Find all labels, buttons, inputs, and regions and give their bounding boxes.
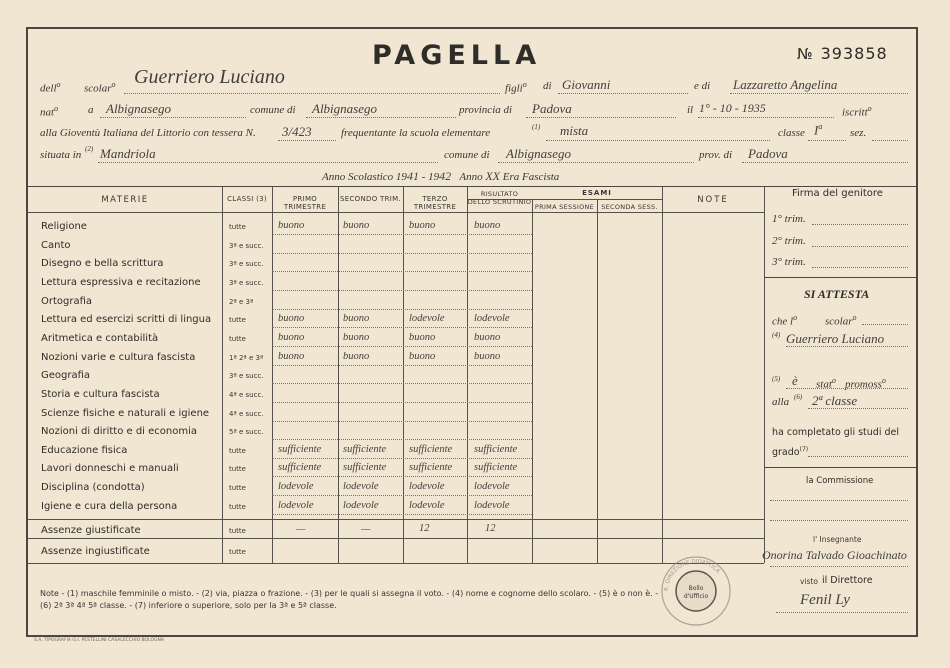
nato-label: nat$^o$ [40,104,59,119]
row-dotline [272,271,532,272]
footer-note-line-1: Note - (1) maschile femminile o misto. - (2) via, piazza o frazione. - (3) per le quali si assegna il voto. - (4) nome e cognome dello scolaro. - (5) è o non è. - [40,589,659,598]
classe-value: $I^a$ [814,122,823,138]
il-label: il [687,104,694,116]
school-type: mista [560,123,589,138]
subject-name: Disegno e bella scrittura [41,258,164,270]
subject-classes: 4ª e succ. [229,409,264,418]
situata-label: situata in [40,149,82,161]
svg-text:R. DIREZIONE DIDATTICA: R. DIREZIONE DIDATTICA [663,558,721,592]
commissione-label: la Commissione [806,476,874,486]
grade-t2: buono [343,331,370,343]
grade-t3: sufficiente [409,462,453,474]
row-dotline [272,290,532,291]
grade-res: lodevole [474,313,510,325]
school-dotline [546,140,770,141]
provincia-dotline [526,117,676,118]
comune2-dotline [498,162,694,163]
frequentante-label: frequentante la scuola elementare [341,127,491,139]
grade-res: sufficiente [474,462,518,474]
comune-label: comune di [250,104,296,116]
comune-dotline [306,117,456,118]
classe-label: classe [778,127,805,139]
firma-t2: 2° trim. [772,235,806,247]
subject-name: Ortografia [41,295,93,307]
name-dotline [124,93,500,94]
header-esami: ESAMI [582,189,612,197]
header-prima-sessione: PRIMA SESSIONE [534,203,595,211]
absence-t3: 12 [419,523,430,534]
subject-name: Nozioni di diritto e di economia [41,426,198,438]
subject-name: Lavori donneschi e manuali [41,463,179,475]
number-label: № [797,45,813,63]
right-divider-1 [765,277,916,278]
attesta-alla: alla [772,396,790,408]
figlio-label: figli$^o$ [505,80,527,95]
classe-dotline [808,140,846,141]
e-di-label: e di [694,80,711,92]
attesta-title: SI ATTESTA [804,287,870,301]
row-dotline [272,346,532,347]
grade-t3: lodevole [409,481,445,493]
grade-res: lodevole [474,499,510,511]
grade-t2: buono [343,313,370,325]
father-name: Giovanni [562,77,611,92]
subject-classes: 4ª e succ. [229,390,264,399]
mother-name: Lazzaretto Angelina [733,77,838,92]
grade-t1: buono [278,313,305,325]
attesta-alla-note: (6) [794,393,803,401]
birthplace-dotline [100,117,246,118]
situata-note: (2) [85,145,94,153]
grade-t3: lodevole [409,313,445,325]
father-dotline [558,93,688,94]
grade-t3: lodevole [409,499,445,511]
attesta-note4: (4) [772,331,781,339]
grade-t2: sufficiente [343,443,387,455]
grade-t1: sufficiente [278,443,322,455]
absence-res: 12 [485,523,496,534]
comune-value: Albignasego [312,101,377,116]
mother-dotline [730,93,908,94]
subject-name: Religione [41,221,87,232]
birth-date: 1° - 10 - 1935 [699,101,766,115]
row-dotline [272,421,532,422]
comune2-label: comune di [444,149,490,161]
firma-t3: 3° trim. [772,256,806,268]
subject-classes: tutte [229,334,246,343]
subject-name: Igiene e cura della persona [41,500,178,512]
grade-t3: buono [409,350,436,362]
subject-name: Lettura espressiva e recitazione [41,276,201,288]
attesta-classe-dotline [808,408,908,409]
direttore-label: il Direttore [822,575,873,586]
direttore-signature: Fenil Ly [800,592,850,608]
grade-res: lodevole [474,481,510,493]
anno-scolastico: Anno Scolastico 1941 - 1942 Anno XX Era Fascista [322,169,560,183]
firma-t3-dotline [812,267,908,268]
grade-t3: sufficiente [409,443,453,455]
prov-label: prov. di [699,149,732,161]
prov-value: Padova [748,146,788,161]
commissione-dotline-2 [770,520,908,521]
absence-t1: — [296,524,306,535]
row-dotline [272,514,532,515]
location-value: Mandriola [100,146,156,161]
stamp-icon [660,555,732,627]
grade-t1: buono [278,220,305,231]
grade-t1: buono [278,331,305,343]
subject-classes: tutte [229,316,246,325]
subject-name: Geografia [41,370,91,382]
document-number [797,44,888,63]
svg-text:d'Ufficio: d'Ufficio [683,593,709,600]
grade-t2: lodevole [343,481,379,493]
firma-title: Firma del genitore [792,188,883,199]
attesta-scolaro: scolar$^o$ [825,313,857,328]
office-stamp [660,555,732,627]
number-value: 393858 [820,44,888,63]
frequentante-note: (1) [532,123,541,131]
dello-label: dell$^o$ [40,80,61,95]
insegnante-label: l' Insegnante [813,535,862,544]
row-dotline [272,439,532,440]
attesta-promosso: promoss$^o$ [845,376,886,391]
header-terzo: TERZO TRIMESTRE [413,195,457,211]
subject-name: Lettura ed esercizi scritti di lingua [41,314,212,326]
iscritto-label: iscritt$^o$ [842,104,872,119]
grade-res: buono [474,331,501,343]
grade-t1: buono [278,350,305,362]
row-dotline [272,309,532,310]
header-classi: CLASSI (3) [227,195,267,203]
grade-t1: lodevole [278,481,314,493]
attesta-grado: grado$^{(7)}$ [772,446,809,459]
grade-t2: buono [343,220,370,231]
row-dotline [272,234,532,235]
attesta-promosso-dotline [786,388,908,389]
subject-classes: 3ª e succ. [229,372,264,381]
header-primo: PRIMO TRIMESTRE [283,195,327,211]
insegnante-signature: Onorina Talvado Gioachinato [762,548,907,562]
provincia-value: Padova [532,101,572,116]
subject-name: Nozioni varie e cultura fascista [41,351,196,363]
header-materie: MATERIE [101,195,149,205]
row-dotline [272,476,532,477]
row-dotline [272,458,532,459]
subject-classes: tutte [229,502,246,511]
subject-classes: 3ª e succ. [229,241,264,250]
grade-t1: lodevole [278,499,314,511]
subject-classes: 1ª 2ª e 3ª [229,353,264,362]
row-dotline [272,402,532,403]
comune2-value: Albignasego [506,146,571,161]
absence-label: Assenze giustificate [41,525,141,536]
firma-t2-dotline [812,246,908,247]
subject-name: Canto [41,239,71,251]
subject-classes: 3ª e succ. [229,260,264,269]
subject-classes: tutte [229,465,246,474]
firma-t1: 1° trim. [772,213,806,225]
grade-t3: buono [409,331,436,343]
attesta-name: Guerriero Luciano [786,331,885,346]
attesta-completato: ha completato gli studi del [772,427,899,438]
row-dotline [272,383,532,384]
provincia-label: provincia di [459,104,513,116]
grade-t2: sufficiente [343,462,387,474]
attesta-grado-dotline [808,456,908,457]
card-frame [26,27,918,637]
sez-dotline [872,140,908,141]
grade-t1: sufficiente [278,462,322,474]
subject-name: Aritmetica e contabilità [41,332,159,344]
tessera-dotline [278,140,336,141]
subject-classes: 2ª e 3ª [229,297,254,306]
row-dotline [272,365,532,366]
firma-t1-dotline [812,224,908,225]
printer-credit: S.A. TIPOGRAFIA G.I. PESTELLINI CASALECCHIO BOLOGNA [34,638,164,643]
direttore-dotline [776,612,908,613]
attesta-e: è [792,373,798,388]
subject-name: Storia e cultura fascista [41,388,160,400]
birthdate-dotline [698,117,834,118]
header-seconda-sessione: SECONDA SESS. [601,203,658,211]
grade-t2: lodevole [343,499,379,511]
location-dotline [98,162,438,163]
prov-dotline [742,162,908,163]
birthplace: Albignasego [106,101,171,116]
grade-res: buono [474,350,501,362]
header-secondo: SECONDO TRIM. [340,195,401,203]
header-note: NOTE [697,195,729,205]
subject-classes: 3ª e succ. [229,278,264,287]
insegnante-dotline [770,566,908,567]
commissione-dotline-1 [770,500,908,501]
subject-name: Scienze fisiche e naturali e igiene [41,407,210,419]
grade-res: buono [474,220,501,231]
table-top-border [28,186,916,187]
di-label: di [543,80,552,92]
tessera-number: 3/423 [282,124,312,139]
student-name: Guerriero Luciano [134,66,285,88]
footer-note-line-2: (6) 2ª 3ª 4ª 5ª classe. - (7) inferiore o superiore, solo per la 3ª e 5ª classe. [40,601,337,610]
subject-classes: 5ª e succ. [229,428,264,437]
svg-text:Bollo: Bollo [688,585,704,592]
grade-t2: buono [343,350,370,362]
document-title: PAGELLA [372,40,542,71]
absence-classes: tutte [229,548,246,556]
subject-classes: tutte [229,484,246,493]
grade-t3: buono [409,220,436,231]
row-dotline [272,495,532,496]
a-label: a [88,104,94,116]
attesta-classe: 2ª classe [812,393,858,408]
grade-res: sufficiente [474,443,518,455]
row-dotline [272,327,532,328]
attesta-stato: stat$^o$ [816,376,836,391]
visto-label: visto [800,577,818,586]
absence-t2: — [361,524,371,535]
right-divider-2 [765,467,916,468]
subject-classes: tutte [229,223,246,231]
scolaro-label: scolar$^o$ [84,80,116,95]
attesta-name-dotline [786,346,908,347]
sez-label: sez. [850,127,867,139]
subject-name: Disciplina (condotta) [41,482,145,494]
gioventu-label: alla Gioventù Italiana del Littorio con tessera N. [40,127,256,139]
attesta-scolaro-dotline [862,324,908,325]
attesta-note5: (5) [772,375,781,383]
absence-label: Assenze ingiustificate [41,546,150,557]
absence-classes: tutte [229,527,246,535]
subject-name: Educazione fisica [41,444,128,456]
subject-classes: tutte [229,446,246,455]
attesta-che: che $l^o$ [772,313,798,328]
row-dotline [272,253,532,254]
header-risultato: RISULTATO DELLO SCRUTINIO [467,190,532,206]
